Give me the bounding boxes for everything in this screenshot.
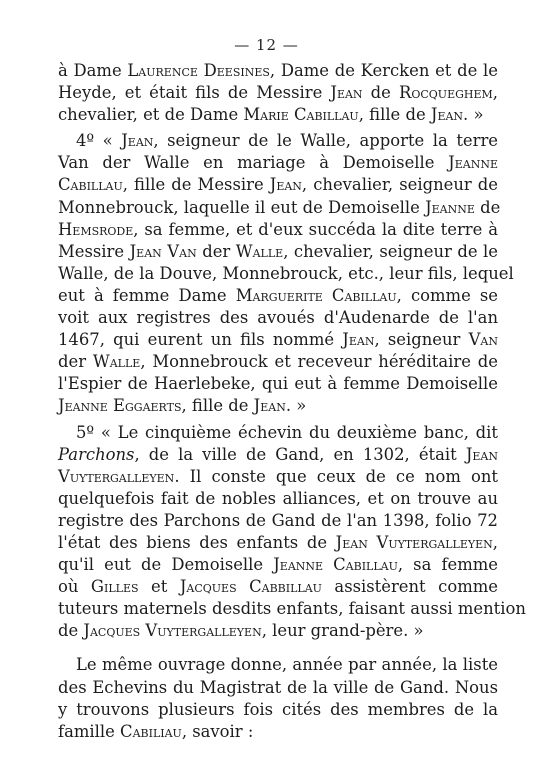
- text-segment: der: [196, 241, 236, 261]
- text-line: [58, 219, 498, 241]
- proper-name: Jean Van: [129, 241, 197, 261]
- text-segment: voit aux registres des avoués d'Audenarde de l'an: [58, 308, 498, 328]
- text-line: [58, 444, 498, 466]
- text-line: [58, 307, 498, 329]
- text-segment: qu'il eut de Demoiselle: [58, 555, 274, 575]
- text-line: [58, 620, 498, 642]
- proper-name: Vuytergalleyen: [58, 466, 175, 486]
- text-segment: , seigneur: [374, 330, 469, 350]
- text-line: [58, 598, 526, 620]
- text-line: [58, 654, 498, 676]
- text-segment: , sa femme: [397, 555, 498, 575]
- text-line: [58, 466, 498, 488]
- text-segment: assistèrent comme: [321, 577, 498, 597]
- text-line: [58, 197, 501, 219]
- text-segment: , Monnebrouck et receveur héréditaire de: [140, 352, 498, 372]
- text-segment: . Il conste que ceux de ce nom ont: [174, 466, 498, 486]
- text-segment: , de la ville de Gand, en 1302, était: [134, 444, 466, 464]
- page-number: — 12 —: [234, 36, 299, 54]
- text-segment: . »: [463, 105, 484, 125]
- text-segment: de: [58, 621, 84, 641]
- text-segment: famille: [58, 721, 121, 741]
- proper-name: Hemsrode: [58, 219, 134, 239]
- text-line: [58, 576, 498, 598]
- text-segment: , chevalier, seigneur de le: [283, 241, 498, 261]
- text-line: [58, 329, 498, 351]
- text-segment: ,: [492, 83, 498, 103]
- text-line: [58, 104, 498, 126]
- text-segment: eut à femme Dame: [58, 285, 236, 305]
- text-line: [58, 510, 498, 532]
- text-segment: 5º « Le cinquième échevin du deuxième banc, dit: [76, 422, 498, 442]
- italic-term: Parchons: [58, 444, 135, 464]
- proper-name: Laurence Deesines: [127, 61, 270, 80]
- text-segment: des Echevins du Magistrat de la ville de Gand. Nous: [58, 677, 498, 697]
- text-segment: der: [58, 352, 93, 372]
- text-segment: , comme se: [396, 285, 499, 305]
- text-segment: chevalier, et de Dame: [58, 105, 244, 125]
- text-line: [58, 174, 498, 196]
- text-segment: l'Espier de Haerlebeke, qui eut à femme Demoiselle: [58, 374, 498, 394]
- proper-name: Cabiliau: [120, 721, 182, 741]
- text-line: [58, 488, 498, 510]
- text-line: [58, 130, 498, 152]
- text-line: [58, 532, 498, 554]
- proper-name: Jean: [269, 175, 302, 195]
- text-line: [58, 241, 498, 263]
- text-segment: à Dame: [58, 61, 128, 80]
- text-segment: , leur grand-père. »: [261, 621, 424, 641]
- text-line: [58, 699, 498, 721]
- text-segment: Van der Walle en mariage à Demoiselle: [58, 153, 449, 173]
- proper-name: Jeanne Cabillau: [273, 555, 398, 575]
- proper-name: Jean: [465, 444, 498, 464]
- text-segment: Heyde, et était fils de Messire: [58, 83, 331, 103]
- proper-name: Jeanne: [425, 197, 475, 217]
- text-segment: , sa femme, et d'eux succéda la dite terre à: [133, 219, 498, 239]
- proper-name: Jean Vuytergalleyen: [335, 532, 493, 552]
- text-segment: . »: [285, 396, 307, 416]
- text-line: [58, 285, 498, 307]
- text-segment: où: [58, 577, 91, 597]
- text-line: [58, 263, 514, 285]
- proper-name: Jeanne Eggaerts: [58, 396, 182, 416]
- text-line: [58, 554, 498, 576]
- proper-name: Marguerite Cabillau: [235, 285, 397, 305]
- proper-name: Rocqueghem: [399, 83, 493, 103]
- proper-name: Jacques Cabbillau: [179, 577, 322, 597]
- body-text: [58, 60, 526, 743]
- text-segment: registre des Parchons de Gand de l'an 1398, folio 72: [58, 510, 498, 530]
- text-segment: , chevalier, seigneur de: [301, 175, 499, 195]
- text-line: [58, 351, 498, 373]
- text-segment: de: [474, 197, 501, 217]
- text-segment: , fille de Messire: [122, 175, 270, 195]
- proper-name: Van: [468, 330, 498, 350]
- proper-name: Jean: [430, 105, 464, 125]
- text-segment: Le même ouvrage donne, année par année, la liste: [76, 655, 498, 675]
- text-segment: Messire: [58, 241, 130, 261]
- proper-name: Marie Cabillau: [243, 105, 359, 125]
- text-line: [58, 373, 498, 395]
- text-line: [58, 677, 498, 699]
- proper-name: Walle: [235, 241, 284, 261]
- text-segment: l'état des biens des enfants de: [58, 532, 336, 552]
- text-line: [58, 152, 498, 174]
- proper-name: Jean: [253, 396, 286, 416]
- proper-name: Walle: [92, 352, 141, 372]
- text-segment: Walle, de la Douve, Monnebrouck, etc., leur fils, lequel: [58, 263, 514, 283]
- proper-name: Jean: [342, 330, 375, 350]
- text-segment: , fille de: [358, 105, 431, 125]
- text-segment: , fille de: [181, 396, 254, 416]
- text-segment: , Dame de Kercken et de le: [269, 61, 498, 80]
- proper-name: Jeanne: [448, 153, 498, 173]
- proper-name: Jean: [121, 131, 154, 151]
- text-segment: tuteurs maternels desdits enfants, faisant aussi mention: [58, 599, 526, 619]
- text-segment: y trouvons plusieurs fois cités des membres de la: [58, 699, 498, 719]
- text-segment: , savoir :: [181, 721, 254, 741]
- text-line: [58, 395, 498, 417]
- proper-name: Gilles: [90, 577, 139, 597]
- text-segment: 4º «: [76, 131, 122, 151]
- text-segment: de: [362, 83, 399, 103]
- text-line: [58, 721, 498, 743]
- text-segment: et: [138, 577, 180, 597]
- text-line: [58, 60, 498, 82]
- text-segment: , seigneur de le Walle, apporte la terre: [153, 131, 498, 151]
- text-segment: ,: [492, 532, 499, 552]
- proper-name: Jacques Vuytergalleyen: [83, 621, 262, 641]
- text-line: [58, 422, 498, 444]
- text-segment: Monnebrouck, laquelle il eut de Demoiselle: [58, 197, 426, 217]
- proper-name: Cabillau: [58, 175, 123, 195]
- text-segment: quelquefois fait de nobles alliances, et on trouve au: [58, 488, 498, 508]
- text-line: [58, 82, 498, 104]
- proper-name: Jean: [330, 83, 363, 103]
- text-segment: 1467, qui eurent un fils nommé: [58, 330, 343, 350]
